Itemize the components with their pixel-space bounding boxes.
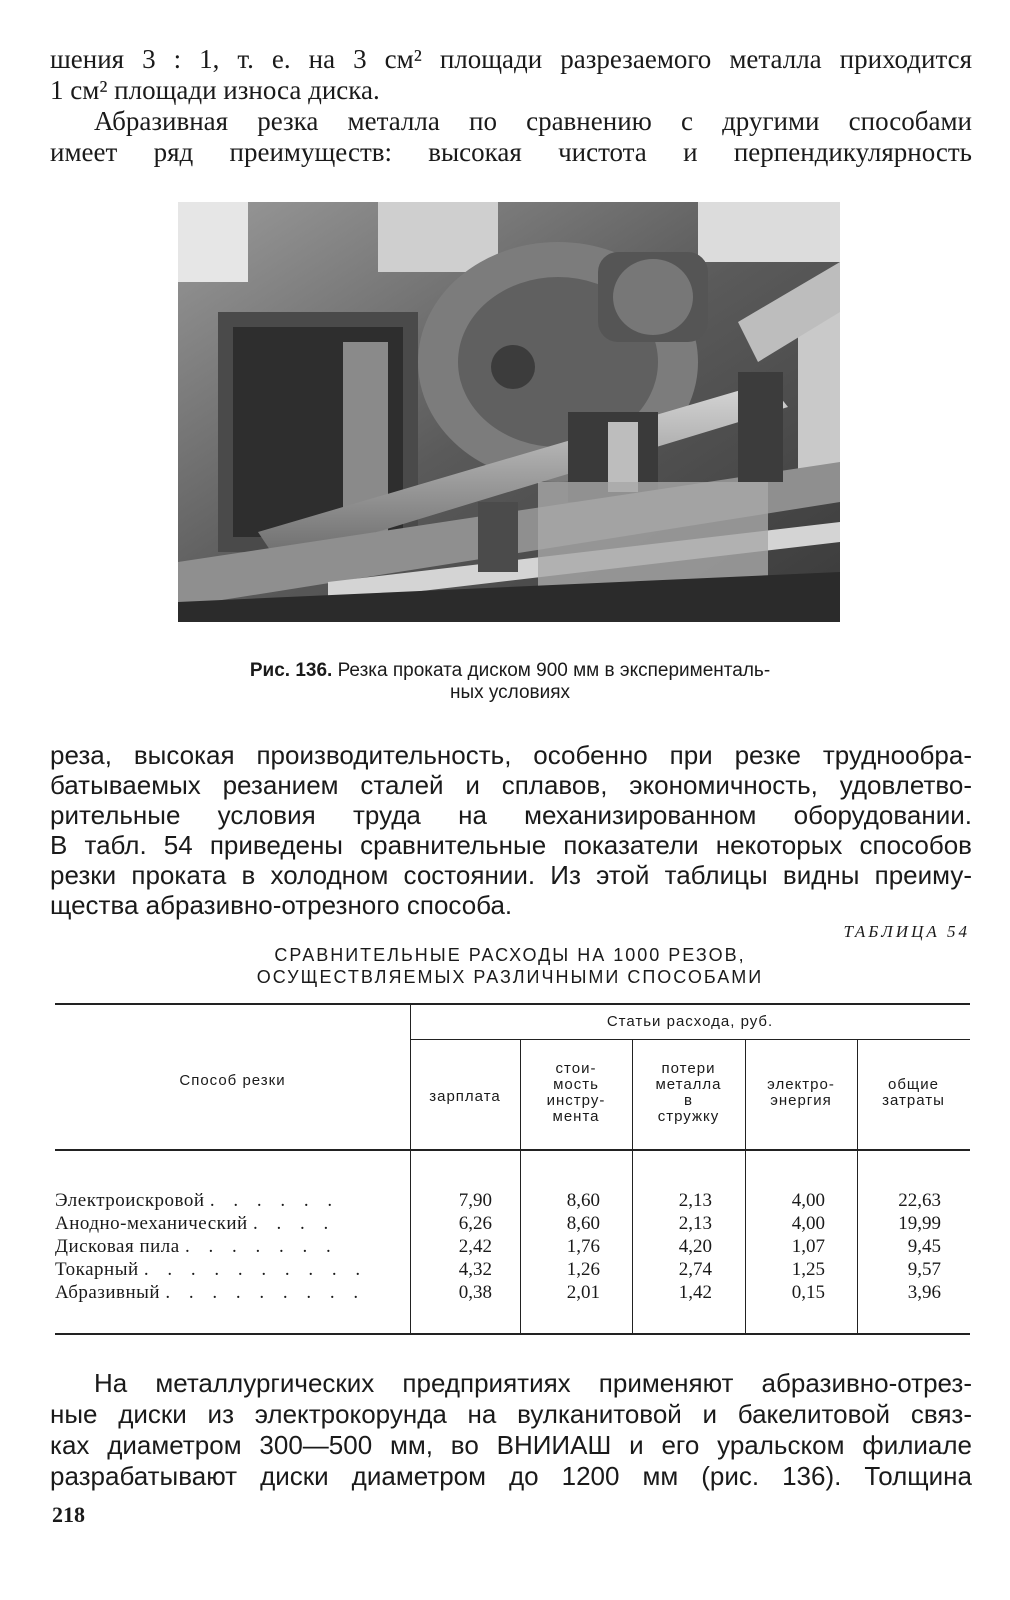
page-number: 218 xyxy=(52,1502,85,1527)
table-cell: 2,74 xyxy=(678,1259,712,1280)
table-cell: 0,15 xyxy=(791,1282,825,1303)
paragraph-1 xyxy=(50,44,972,106)
figure-caption xyxy=(150,660,870,704)
text-line: резки проката в холодном состоянии. Из этой таблицы видны преиму- xyxy=(50,860,972,890)
table-row-label: Абразивный . . . . . . . . . xyxy=(55,1283,366,1303)
table-cell: 8,60 xyxy=(566,1190,600,1211)
table-cell: 0,38 xyxy=(458,1282,492,1303)
table-cell: 4,00 xyxy=(791,1190,825,1211)
table-cell: 9,57 xyxy=(907,1259,941,1280)
table-cell: 2,42 xyxy=(458,1236,492,1257)
table-cell: 8,60 xyxy=(566,1213,600,1234)
column-header-energy: электро- энергия xyxy=(767,1076,835,1109)
column-header-metal-loss: потери металла в стружку xyxy=(655,1060,722,1125)
text-line: разрабатывают диски диаметром до 1200 мм (рис. 136). Толщина xyxy=(50,1461,972,1491)
table-cell: 22,63 xyxy=(898,1190,941,1211)
column-header-tool-cost: стои- мость инстру- мента xyxy=(546,1060,606,1125)
row-header: Способ резки xyxy=(179,1072,286,1089)
text-line: В табл. 54 приведены сравнительные показатели некоторых способов xyxy=(50,830,972,860)
table-top-rule xyxy=(55,1003,970,1005)
table-cell: 6,26 xyxy=(458,1213,492,1234)
table-cell: 1,07 xyxy=(791,1236,825,1257)
table-row-label: Электроискровой . . . . . . xyxy=(55,1191,340,1211)
cost-table xyxy=(55,1003,970,1336)
table-row-label: Токарный . . . . . . . . . . xyxy=(55,1260,368,1280)
text-line: шения 3 : 1, т. е. на 3 см² площади разрезаемого металла приходится xyxy=(50,44,972,74)
table-row-label: Дисковая пила . . . . . . . xyxy=(55,1237,338,1257)
group-header-rule xyxy=(410,1039,970,1040)
paragraph-2 xyxy=(50,106,972,168)
paragraph-4 xyxy=(50,1368,972,1492)
table-cell: 4,20 xyxy=(678,1236,712,1257)
text-line: батываемых резанием сталей и сплавов, экономичность, удовлетво- xyxy=(50,770,972,800)
table-cell: 4,00 xyxy=(791,1213,825,1234)
figure-photo xyxy=(178,202,840,622)
group-header: Статьи расхода, руб. xyxy=(606,1013,774,1030)
table-cell: 19,99 xyxy=(898,1213,941,1234)
table-cell: 9,45 xyxy=(907,1236,941,1257)
table-cell: 4,32 xyxy=(458,1259,492,1280)
text-line: ные диски из электрокорунда на вулканитовой и бакелитовой связ- xyxy=(50,1399,972,1429)
table-bottom-rule xyxy=(55,1333,970,1335)
column-header-wages: зарплата xyxy=(429,1088,501,1105)
table-cell: 1,26 xyxy=(566,1259,600,1280)
table-cell: 3,96 xyxy=(907,1282,941,1303)
header-bottom-rule xyxy=(55,1149,970,1151)
column-header-total: общие затраты xyxy=(882,1076,945,1109)
text-line: имеет ряд преимуществ: высокая чистота и перпендикулярность xyxy=(50,137,972,167)
figure-label: Рис. 136. xyxy=(249,660,333,681)
table-cell: 2,01 xyxy=(566,1282,600,1303)
table-title-line-2: ОСУЩЕСТВЛЯЕМЫХ РАЗЛИЧНЫМИ СПОСОБАМИ xyxy=(256,967,764,987)
machine-photo-illustration xyxy=(178,202,840,622)
table-cell: 2,13 xyxy=(678,1190,712,1211)
text-line: реза, высокая производительность, особенно при резке труднообра- xyxy=(50,740,972,770)
caption-line-1: Рис. 136. Резка проката диском 900 мм в эксперименталь- xyxy=(249,660,771,681)
table-cell: 7,90 xyxy=(458,1190,492,1211)
text-line: ках диаметром 300—500 мм, во ВНИИАШ и его уральском филиале xyxy=(50,1430,972,1460)
table-cell: 1,25 xyxy=(791,1259,825,1280)
caption-line-2: ных условиях xyxy=(449,682,571,703)
table-cell: 2,13 xyxy=(678,1213,712,1234)
table-title-line-1: СРАВНИТЕЛЬНЫЕ РАСХОДЫ НА 1000 РЕЗОВ, xyxy=(274,945,746,965)
table-number: ТАБЛИЦА 54 xyxy=(843,922,970,941)
text-line: На металлургических предприятиях применяют абразивно-отрез- xyxy=(94,1368,972,1398)
table-row-label: Анодно-механический . . . . xyxy=(55,1214,336,1234)
table-title xyxy=(150,944,870,988)
table-cell: 1,76 xyxy=(566,1236,600,1257)
text-line: рительные условия труда на механизированном оборудовании. xyxy=(50,800,972,830)
text-line: 1 см² площади износа диска. xyxy=(50,75,380,105)
text-line: Абразивная резка металла по сравнению с другими способами xyxy=(94,106,972,136)
paragraph-3 xyxy=(50,740,972,920)
text-line: щества абразивно-отрезного способа. xyxy=(50,890,513,920)
table-cell: 1,42 xyxy=(678,1282,712,1303)
